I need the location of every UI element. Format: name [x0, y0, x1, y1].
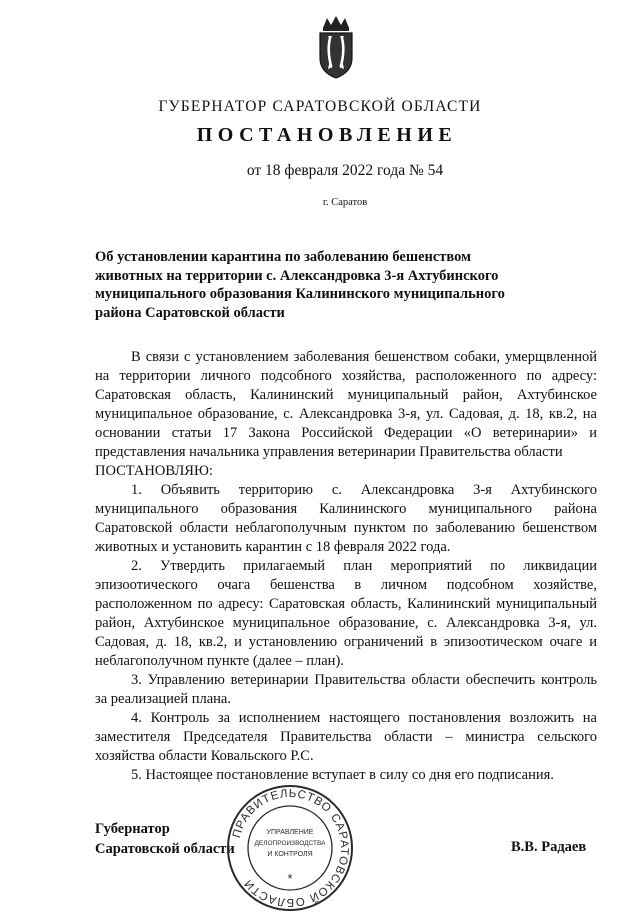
- document-body: [95, 348, 597, 785]
- signatory-name: В.В. Радаев: [511, 839, 587, 855]
- document-date-number: от 18 февраля 2022 года № 54: [246, 162, 444, 179]
- stamp-line-3: И КОНТРОЛЯ: [267, 851, 313, 858]
- stamp-line-1: УПРАВЛЕНИЕ: [266, 829, 314, 836]
- signatory-title: [95, 819, 235, 859]
- item-paragraph-2: 2. Утвердить прилагаемый план мероприятий по ликвидации эпизоотического очага бешенства в личном подсобном хозяйстве, расположенном по адресу: Саратовская область, Калининский муниципальный район, Ахтубинское муниципальное образование, с. Александровка 3-я, ул. Садовая, д. 18, кв.2, и установлению ограничений в эпизоотическом очаге и неблагополучном пункте (далее – план).: [95, 558, 597, 669]
- stamp-line-2: ДЕЛОПРОИЗВОДСТВА: [254, 840, 326, 847]
- item-paragraph-1: 1. Объявить территорию с. Александровка 3-я Ахтубинского муниципального образования Калининского муниципального района Саратовской области неблагополучным пунктом по заболеванию бешенством животных и установить карантин с 18 февраля 2022 года.: [95, 482, 597, 555]
- preamble-paragraph: В связи с установлением заболевания бешенством собаки, умерщвленной на территории личного подсобного хозяйства, расположенного по адресу: Саратовская область, Калининский муниципальный район, Ахтубинское муниципальное образование, с. Александровка 3-я, ул. Садовая, д. 18, кв.2, на основании статьи 17 Закона Российской Федерации «О ветеринарии» и представления начальника управления ветеринарии Правительства области: [95, 349, 597, 460]
- signatory-title-line-2: Саратовской области: [95, 841, 235, 857]
- document-city: г. Саратов: [322, 197, 368, 208]
- stamp-ring-text: ПРАВИТЕЛЬСТВО САРАТОВСКОЙ ОБЛАСТИ: [231, 787, 351, 909]
- stamp-star: *: [287, 871, 293, 886]
- item-paragraph-5: 5. Настоящее постановление вступает в силу со дня его подписания.: [131, 767, 554, 783]
- official-stamp: [224, 782, 356, 914]
- item-paragraph-3: 3. Управлению ветеринарии Правительства области обеспечить контроль за реализацией плана.: [95, 672, 597, 707]
- item-paragraph-4: 4. Контроль за исполнением настоящего постановления возложить на заместителя Председателя Правительства области – министра сельского хозяйства области Ковальского Р.С.: [95, 710, 597, 764]
- decree-word: ПОСТАНОВЛЯЮ:: [95, 463, 213, 479]
- issuing-authority: ГУБЕРНАТОР САРАТОВСКОЙ ОБЛАСТИ: [158, 98, 482, 115]
- document-type: ПОСТАНОВЛЕНИЕ: [196, 124, 458, 146]
- coat-of-arms-emblem: [314, 14, 358, 80]
- document-title: Об установлении карантина по заболеванию бешенством животных на территории с. Александровка 3-я Ахтубинского муниципального образования Калининского муниципального района Саратовской области: [95, 249, 505, 321]
- signatory-title-line-1: Губернатор: [95, 821, 170, 837]
